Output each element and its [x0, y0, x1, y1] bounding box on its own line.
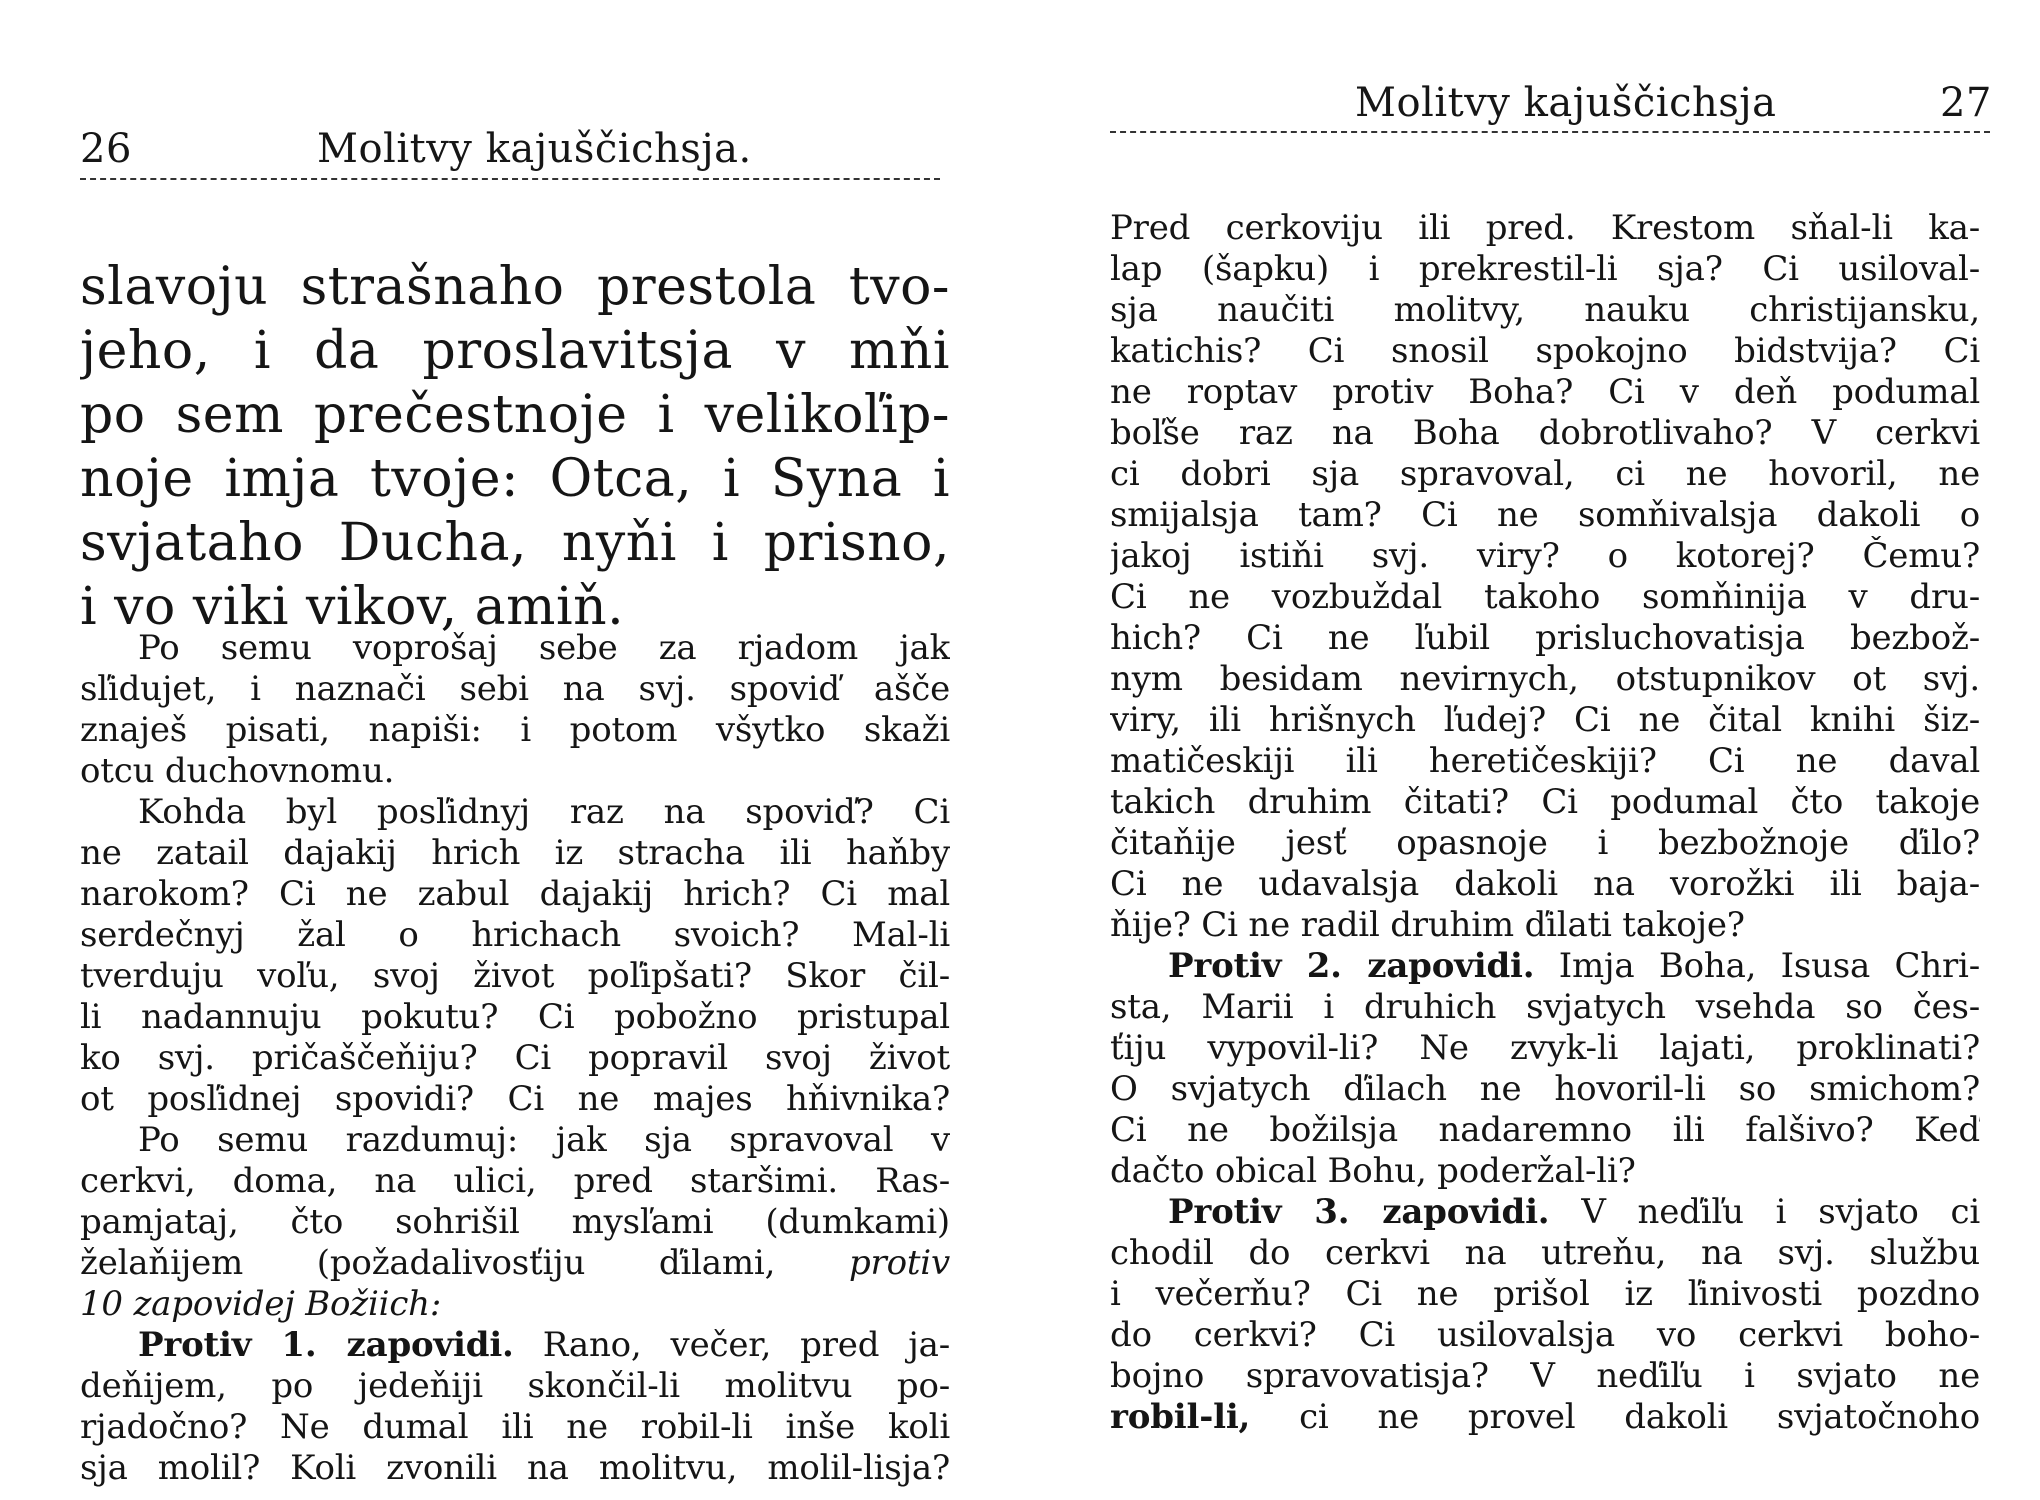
text-line: O svjatych ďilach ne hovoril-li so smichom? [1110, 1069, 1980, 1109]
page-number: 27 [1940, 80, 1992, 126]
running-head-right [1110, 80, 1990, 130]
text-line: Po semu voprošaj sebe za rjadom jak [138, 628, 950, 668]
small-instruction-text [1110, 208, 1980, 1438]
text-line: chodil do cerkvi na utreňu, na svj. službu [1110, 1233, 1980, 1273]
text-line: Po semu razdumuj: jak sja spravoval v [138, 1120, 950, 1160]
text-line: matičeskiji ili heretičeskiji? Ci ne daval [1110, 741, 1980, 781]
text-line: lap (šapku) i prekrestil-li sja? Ci usiloval- [1110, 249, 1980, 289]
text-line: rjadočno? Ne dumal ili ne robil-li inše koli [80, 1407, 950, 1447]
text-line: noje imja tvoje: Otca, i Syna i [80, 449, 950, 509]
text-line: čitaňije jesť opasnoje i bezbožnoje ďilo? [1110, 823, 1980, 863]
text-line: ko svj. pričaščeňiju? Ci popravil svoj život [80, 1038, 950, 1078]
text-line: znaješ pisati, napiši: i potom všytko skaži [80, 710, 950, 750]
text-line: bojno spravovatisja? V neďiľu i svjato ne [1110, 1356, 1980, 1396]
small-instruction-text [80, 628, 950, 1489]
text-fragment: želaňijem (požadalivosťiju ďilami, [80, 1243, 776, 1283]
text-fragment: Imja Boha, Isusa Chri- [1558, 946, 1980, 986]
text-line: katichis? Ci snosil spokojno bidstvija? Ci [1110, 331, 1980, 371]
text-line: dačto obical Bohu, poderžal-li? [1110, 1151, 1636, 1191]
text-line: Pred cerkoviju ili pred. Krestom sňal-li ka- [1110, 208, 1980, 248]
page-number: 26 [80, 126, 132, 172]
text-line: po sem prečestnoje i velikoľip- [80, 385, 950, 445]
text-fragment: Rano, večer, pred ja- [542, 1325, 950, 1365]
text-line: otcu duchovnomu. [80, 751, 395, 791]
text-line: sta, Marii i druhich svjatych vsehda so čes- [1110, 987, 1980, 1027]
text-line: Ci ne udavalsja dakoli na vorožki ili baja- [1110, 864, 1980, 904]
text-line: slavoju strašnaho prestola tvo- [80, 257, 950, 317]
text-line: smijalsja tam? Ci ne somňivalsja dakoli o [1110, 495, 1980, 535]
text-line: pamjataj, čto sohrišil mysľami (dumkami) [80, 1202, 950, 1242]
text-line [1110, 1192, 1980, 1233]
text-fragment: robil-li, [1110, 1397, 1251, 1437]
italic-word: protiv [848, 1243, 950, 1283]
text-line: svjataho Ducha, nyňi i prisno, [80, 513, 950, 573]
text-line: takich druhim čitati? Ci podumal čto takoje [1110, 782, 1980, 822]
section-heading: Protiv 1. zapovidi. [138, 1325, 514, 1365]
text-line: boľše raz na Boha dobrotlivaho? V cerkvi [1110, 413, 1980, 453]
text-line: nym besidam nevirnych, otstupnikov ot svj. [1110, 659, 1980, 699]
text-line: 10 zapovidej Božiich: [80, 1284, 442, 1324]
text-line: serdečnyj žal o hrichach svoich? Mal-li [80, 915, 950, 955]
text-line: tverduju voľu, svoj život poľipšati? Skor čil- [80, 956, 950, 996]
section-heading: Protiv 2. zapovidi. [1168, 946, 1535, 986]
text-line: Ci ne božilsja nadaremno ili falšivo? Keď [1110, 1110, 1980, 1150]
text-line [1110, 946, 1980, 987]
running-title: Molitvy kajuščichsja [1355, 80, 1777, 126]
text-line: cerkvi, doma, na ulici, pred staršimi. Ras- [80, 1161, 950, 1201]
header-rule [1110, 131, 1990, 133]
text-line: ot posľidnej spovidi? Ci ne majes hňivnika? [80, 1079, 950, 1119]
text-line: i večerňu? Ci ne prišol iz ľinivosti pozdno [1110, 1274, 1980, 1314]
running-title: Molitvy kajuščichsja. [317, 126, 752, 172]
running-head-left [80, 126, 960, 176]
text-line: do cerkvi? Ci usilovalsja vo cerkvi boho- [1110, 1315, 1980, 1355]
text-line: ne roptav protiv Boha? Ci v deň podumal [1110, 372, 1980, 412]
text-fragment: V neďiľu i svjato ci [1581, 1192, 1980, 1232]
text-line: sja molil? Koli zvonili na molitvu, molil-lisja? [80, 1448, 950, 1488]
header-rule [80, 178, 940, 180]
text-line: narokom? Ci ne zabul dajakij hrich? Ci mal [80, 874, 950, 914]
text-fragment: ci ne provel dakoli svjatočnoho [1299, 1397, 1980, 1437]
text-line: li nadannuju pokutu? Ci pobožno pristupal [80, 997, 950, 1037]
text-line: sľidujet, i naznači sebi na svj. spoviď ašče [80, 669, 950, 709]
text-line [80, 1243, 950, 1284]
text-line: ne zatail dajakij hrich iz stracha ili haňby [80, 833, 950, 873]
text-line [80, 1325, 950, 1366]
text-line: sja naučiti molitvy, nauku christijansku, [1110, 290, 1980, 330]
text-line: deňijem, po jedeňiji skončil-li molitvu po- [80, 1366, 950, 1406]
text-line [1110, 1397, 1980, 1438]
text-line: Ci ne vozbuždal takoho somňinija v dru- [1110, 577, 1980, 617]
text-line: jakoj istiňi svj. viry? o kotorej? Čemu? [1110, 536, 1980, 576]
text-line: jeho, i da proslavitsja v mňi [80, 321, 950, 381]
text-line: ťiju vypovil-li? Ne zvyk-li lajati, proklinati? [1110, 1028, 1980, 1068]
text-line: hich? Ci ne ľubil prisluchovatisja bezbož- [1110, 618, 1980, 658]
text-line: ci dobri sja spravoval, ci ne hovoril, ne [1110, 454, 1980, 494]
section-heading: Protiv 3. zapovidi. [1168, 1192, 1550, 1232]
text-line: viry, ili hrišnych ľudej? Ci ne čital knihi šiz- [1110, 700, 1980, 740]
text-line: ňije? Ci ne radil druhim ďilati takoje? [1110, 905, 1745, 945]
text-line: i vo viki vikov, amiň. [80, 577, 625, 637]
text-line: Kohda byl posľidnyj raz na spoviď? Ci [138, 792, 950, 832]
large-prayer-text [80, 255, 950, 639]
